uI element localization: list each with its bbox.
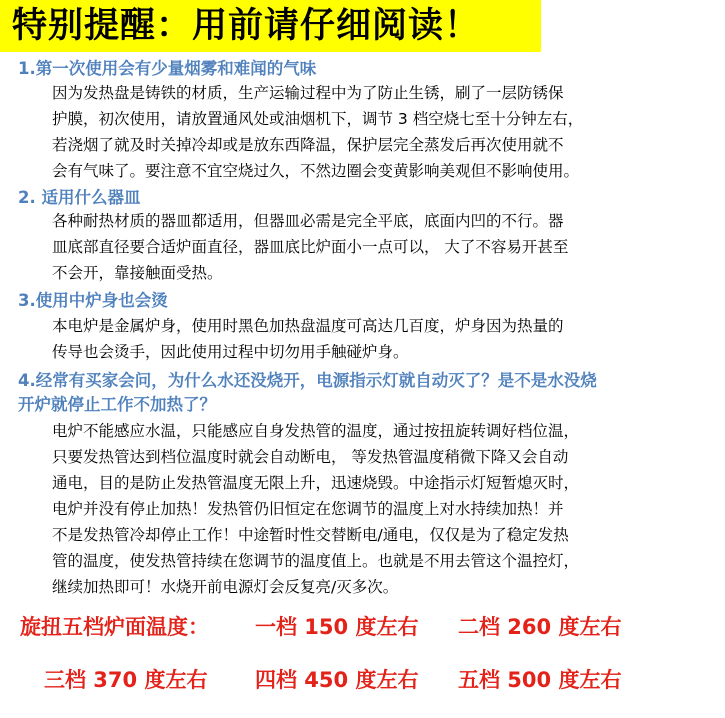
section-1-line: 会有气味了。要注意不宜空烧过久，不然边圈会变黄影响美观但不影响使用。	[52, 162, 580, 180]
section-4-line: 管的温度，使发热管持续在您调节的温度值上。也就是不用去管这个温控灯，	[52, 552, 580, 570]
section-2-line: 不会开，靠接触面受热。	[52, 264, 223, 282]
section-4-line: 电炉不能感应水温，只能感应自身发热管的温度，通过按扭旋转调好档位温，	[52, 422, 580, 440]
section-3-line: 传导也会烫手，因此使用过程中切勿用手触碰炉身。	[52, 343, 409, 361]
section-2-line: 皿底部直径要合适炉面直径，器皿底比炉面小一点可以， 大了不容易开甚至	[52, 238, 569, 256]
section-4-heading-line: 开炉就停止工作不加热了？	[18, 395, 216, 414]
section-4-heading-line: 4.经常有买家会问，为什么水还没烧开，电源指示灯就自动灭了？是不是水没烧	[18, 371, 597, 390]
temperature-level-1: 一档 150 度左右	[255, 615, 419, 639]
section-1-line: 因为发热盘是铸铁的材质，生产运输过程中为了防止生锈，刷了一层防锈保	[52, 84, 564, 102]
section-4-heading	[18, 369, 597, 417]
temperature-label: 旋扭五档炉面温度：	[20, 615, 209, 639]
section-4-line: 继续加热即可！水烧开前电源灯会反复亮/灭多次。	[52, 578, 399, 596]
section-4-line: 只要发热管达到档位温度时就会自动断电， 等发热管温度稍微下降又会自动	[52, 448, 569, 466]
section-1-body	[52, 80, 583, 184]
section-4-body	[52, 418, 579, 600]
temperature-row-1	[0, 612, 725, 642]
section-4-line: 不是发热管冷却停止工作！中途暂时性交替断电/通电，仅仅是为了稳定发热	[52, 526, 569, 544]
section-4-line: 电炉并没有停止加热！发热管仍旧恒定在您调节的温度上对水持续加热！并	[52, 500, 564, 518]
section-3-heading: 3.使用中炉身也会烫	[18, 291, 168, 310]
temperature-level-2: 二档 260 度左右	[458, 615, 622, 639]
section-3-body	[52, 313, 564, 365]
section-1-line: 护膜，初次使用，请放置通风处或油烟机下，调节 3 档空烧七至十分钟左右，	[52, 110, 584, 128]
temperature-row-2	[0, 665, 725, 695]
section-2-body	[52, 208, 568, 286]
temperature-level-4: 四档 450 度左右	[255, 668, 419, 692]
section-3-line: 本电炉是金属炉身，使用时黑色加热盘温度可高达几百度，炉身因为热量的	[52, 317, 564, 335]
temperature-level-5: 五档 500 度左右	[458, 668, 622, 692]
section-1-line: 若浇烟了就及时关掉冷却或是放东西降温，保护层完全蒸发后再次使用就不	[52, 136, 564, 154]
section-1-heading: 1.第一次使用会有少量烟雾和难闻的气味	[18, 59, 317, 78]
section-4-line: 通电，目的是防止发热管温度无限上升，迅速烧毁。中途指示灯短暂熄灭时，	[52, 474, 580, 492]
section-2-heading: 2. 适用什么器皿	[18, 188, 141, 207]
temperature-level-3: 三档 370 度左右	[44, 668, 208, 692]
section-2-line: 各种耐热材质的器皿都适用，但器皿必需是完全平底，底面内凹的不行。器	[52, 212, 564, 230]
page-title: 特别提醒：用前请仔细阅读！	[12, 6, 481, 46]
